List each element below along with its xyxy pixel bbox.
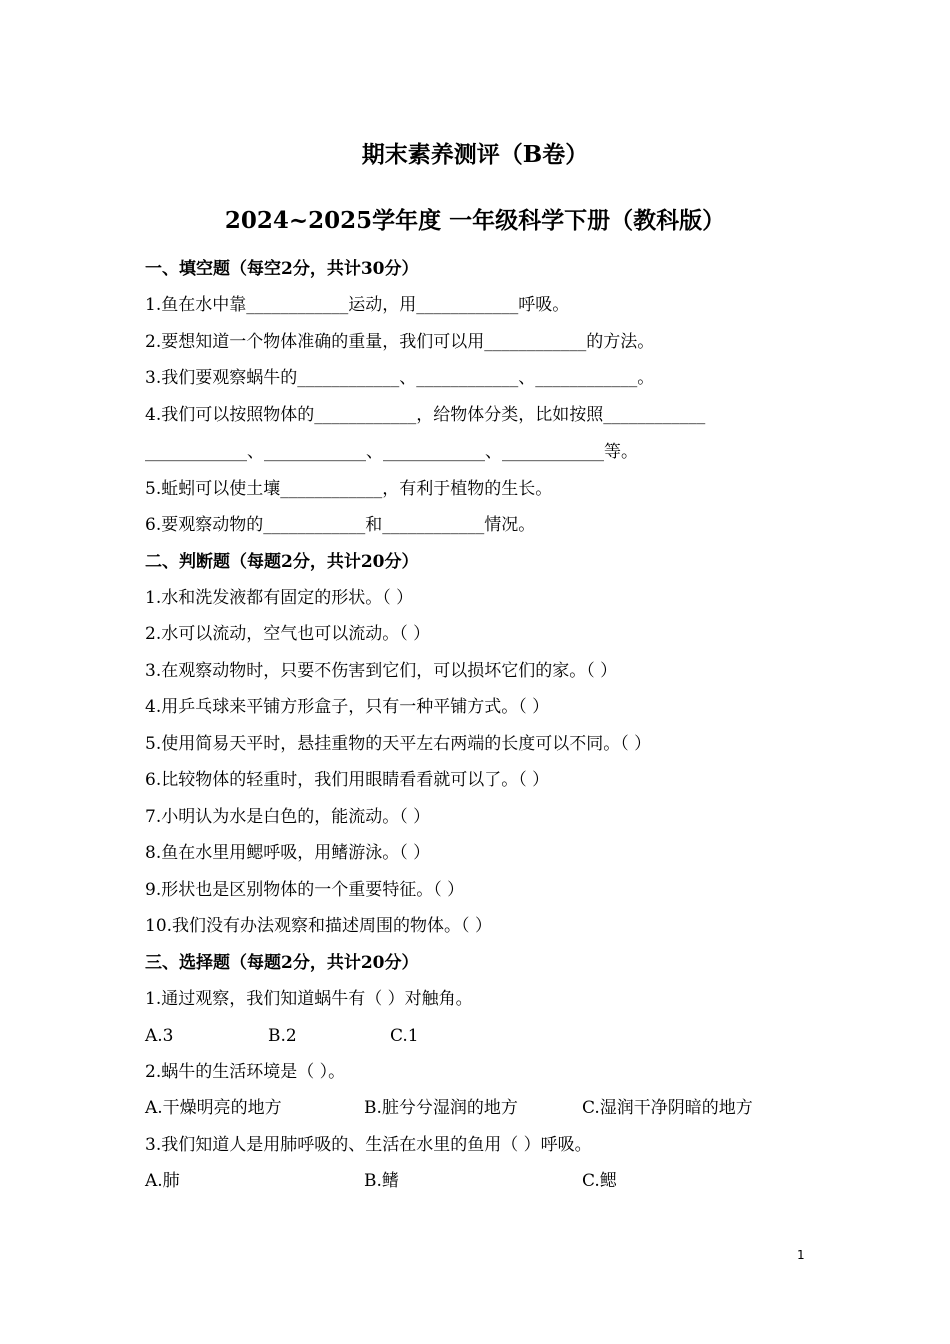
true-false-item: 4.用乒乓球来平铺方形盒子，只有一种平铺方式。（ ）	[145, 697, 550, 717]
choice-option-c: C.鳃	[582, 1171, 617, 1191]
true-false-item: 5.使用简易天平时，悬挂重物的天平左右两端的长度可以不同。（ ）	[145, 734, 652, 754]
true-false-item: 9.形状也是区别物体的一个重要特征。（ ）	[145, 880, 465, 900]
choice-option-b: B.鳍	[364, 1171, 399, 1191]
true-false-item: 7.小明认为水是白色的，能流动。（ ）	[145, 807, 431, 827]
choice-option-b: B.2	[268, 1026, 297, 1046]
true-false-item: 1.水和洗发液都有固定的形状。（ ）	[145, 588, 414, 608]
exam-subtitle: 2024~2025学年度 一年级科学下册（教科版）	[224, 207, 726, 234]
true-false-item: 10.我们没有办法观察和描述周围的物体。（ ）	[145, 916, 492, 936]
choice-question-stem: 3.我们知道人是用肺呼吸的、生活在水里的鱼用（ ）呼吸。	[145, 1135, 592, 1155]
fill-blank-item: 2.要想知道一个物体准确的重量，我们可以用____________的方法。	[145, 332, 655, 352]
fill-blank-item-continued: ____________、____________、____________、____________等。	[145, 442, 638, 462]
fill-blank-item: 3.我们要观察蜗牛的____________、____________、____________。	[145, 368, 655, 388]
true-false-item: 2.水可以流动，空气也可以流动。（ ）	[145, 624, 431, 644]
choice-option-c: C.1	[390, 1026, 419, 1046]
section-heading-true-false: 二、判断题（每题2分，共计20分）	[145, 552, 419, 572]
choice-question-stem: 1.通过观察，我们知道蜗牛有（ ）对触角。	[145, 989, 473, 1009]
fill-blank-item: 1.鱼在水中靠____________运动，用____________呼吸。	[145, 295, 570, 315]
choice-option-a: A.肺	[145, 1171, 180, 1191]
page-number: 1	[797, 1248, 805, 1262]
fill-blank-item: 6.要观察动物的____________和____________情况。	[145, 515, 536, 535]
choice-question-stem: 2.蜗牛的生活环境是（ ）。	[145, 1062, 346, 1082]
choice-option-b: B.脏兮兮湿润的地方	[364, 1098, 518, 1118]
true-false-item: 8.鱼在水里用鳃呼吸，用鳍游泳。（ ）	[145, 843, 431, 863]
section-heading-fill-blank: 一、填空题（每空2分，共计30分）	[145, 259, 419, 279]
choice-option-c: C.湿润干净阴暗的地方	[582, 1098, 753, 1118]
true-false-item: 6.比较物体的轻重时，我们用眼睛看看就可以了。（ ）	[145, 770, 550, 790]
section-heading-multiple-choice: 三、选择题（每题2分，共计20分）	[145, 953, 419, 973]
fill-blank-item: 5.蚯蚓可以使土壤____________，有利于植物的生长。	[145, 479, 553, 499]
true-false-item: 3.在观察动物时，只要不伤害到它们，可以损坏它们的家。（ ）	[145, 661, 618, 681]
exam-title: 期末素养测评（B卷）	[361, 141, 589, 168]
fill-blank-item: 4.我们可以按照物体的____________，给物体分类，比如按照____________	[145, 405, 706, 425]
choice-option-a: A.3	[145, 1026, 174, 1046]
choice-option-a: A.干燥明亮的地方	[145, 1098, 282, 1118]
